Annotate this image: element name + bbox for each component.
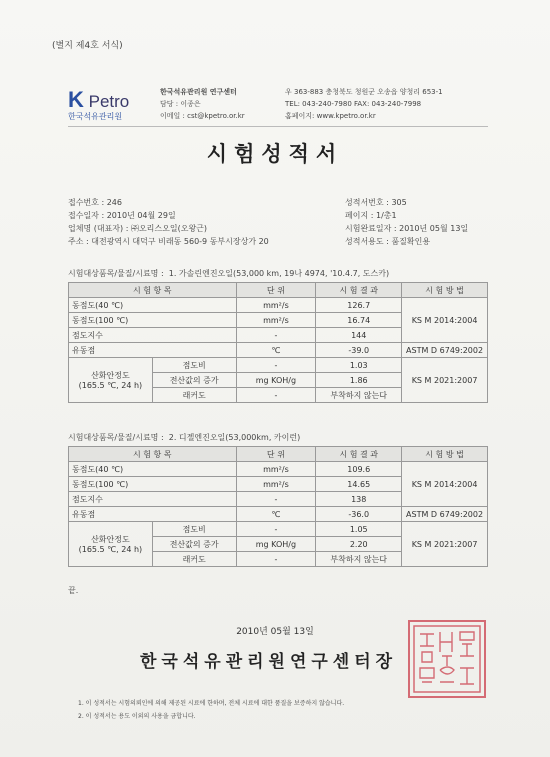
- logo-subtitle: 한국석유관리원: [68, 112, 123, 121]
- table-row: 점도지수 - 138: [69, 492, 488, 507]
- homepage-line: 홈페이지: www.kpetro.or.kr: [285, 112, 376, 120]
- meta-right: [345, 196, 468, 248]
- kpetro-logo: [68, 87, 129, 122]
- table-row: 동점도(100 ℃) mm²/s 14.65: [69, 477, 488, 492]
- footnotes: [78, 697, 344, 723]
- address-line: 우 363-883 충청북도 청원군 오송읍 양청리 653-1: [285, 88, 443, 96]
- logo-petro: Petro: [83, 92, 130, 111]
- table-row: 산화안정도 (165.5 ℃, 24 h) 점도비 - 1.05 KS M 2021:2007: [69, 522, 488, 537]
- table-row: 유동점 ℃ -36.0 ASTM D 6749:2002: [69, 507, 488, 522]
- issue-date: 2010년 05월 13일: [236, 627, 314, 637]
- meta-receipt-no: 접수번호 : 246: [68, 198, 122, 207]
- meta-company: 업체명 (대표자) : ㈜오리스오일(오왕근): [68, 224, 208, 233]
- director-signature: 한국석유관리원연구센터장: [140, 652, 398, 672]
- org-email: 이메일 : cst@kpetro.or.kr: [160, 112, 245, 120]
- org-address: [285, 86, 443, 122]
- official-seal-stamp: [408, 620, 486, 698]
- footnote: 2. 이 성적서는 용도 이외의 사용을 금합니다.: [78, 713, 196, 720]
- table-row: 동점도(40 ℃) mm²/s 126.7 KS M 2014:2004: [69, 298, 488, 313]
- meta-receipt-date: 접수일자 : 2010년 04월 29일: [68, 211, 176, 220]
- document-title: 시험성적서: [206, 141, 344, 166]
- seal-icon: [410, 622, 484, 696]
- table-row: 전산값의 증가 mg KOH/g 2.20: [69, 537, 488, 552]
- footnote: 1. 이 성적서는 시험의뢰인에 의해 제공된 시료에 한하며, 전체 시료에 대한 품질을 보증하지 않습니다.: [78, 700, 345, 707]
- table-row: 점도지수 - 144: [69, 328, 488, 343]
- meta-purpose: 성적서용도 : 품질확인용: [345, 237, 431, 246]
- org-name: 한국석유관리원 연구센터: [160, 88, 237, 96]
- table-row: 유동점 ℃ -39.0 ASTM D 6749:2002: [69, 343, 488, 358]
- table-header-row: 시 험 항 목 단 위 시 험 결 과 시 험 방 법: [69, 283, 488, 298]
- sample2-results-table: [68, 446, 488, 567]
- org-contact: 담당 : 이종은: [160, 100, 201, 108]
- sample2-title: 시험대상품목/물질/시료명 : 2. 디젤엔진오일(53,000km, 카이런): [68, 433, 301, 442]
- meta-page: 페이지 : 1/총1: [345, 211, 397, 220]
- table-header-row: 시 험 항 목 단 위 시 험 결 과 시 험 방 법: [69, 447, 488, 462]
- meta-report-no: 성적서번호 : 305: [345, 198, 407, 207]
- table-row: 래커도 - 부착하지 않는다: [69, 552, 488, 567]
- sample1-results-table: [68, 282, 488, 403]
- meta-left: [68, 196, 269, 248]
- table-row: 산화안정도 (165.5 ℃, 24 h) 점도비 - 1.03 KS M 2021:2007: [69, 358, 488, 373]
- meta-address: 주소 : 대전광역시 대덕구 비래동 560-9 동부시장상가 20: [68, 237, 269, 246]
- meta-complete-date: 시험완료일자 : 2010년 05월 13일: [345, 224, 469, 233]
- table-row: 동점도(100 ℃) mm²/s 16.74: [69, 313, 488, 328]
- table-row: 래커도 - 부착하지 않는다: [69, 388, 488, 403]
- sample1-title: 시험대상품목/물질/시료명 : 1. 가솔린엔진오일(53,000 km, 19나 4974, '10.4.7, 도스카): [68, 269, 390, 278]
- end-mark: 끝.: [68, 586, 79, 595]
- phone-line: TEL: 043-240-7980 FAX: 043-240-7998: [285, 100, 422, 108]
- form-number: (별지 제4호 서식): [52, 41, 123, 51]
- table-row: 동점도(40 ℃) mm²/s 109.6 KS M 2014:2004: [69, 462, 488, 477]
- table-row: 전산값의 증가 mg KOH/g 1.86: [69, 373, 488, 388]
- logo-k: K: [68, 87, 84, 112]
- header-divider: [68, 126, 488, 127]
- org-info: [160, 86, 245, 122]
